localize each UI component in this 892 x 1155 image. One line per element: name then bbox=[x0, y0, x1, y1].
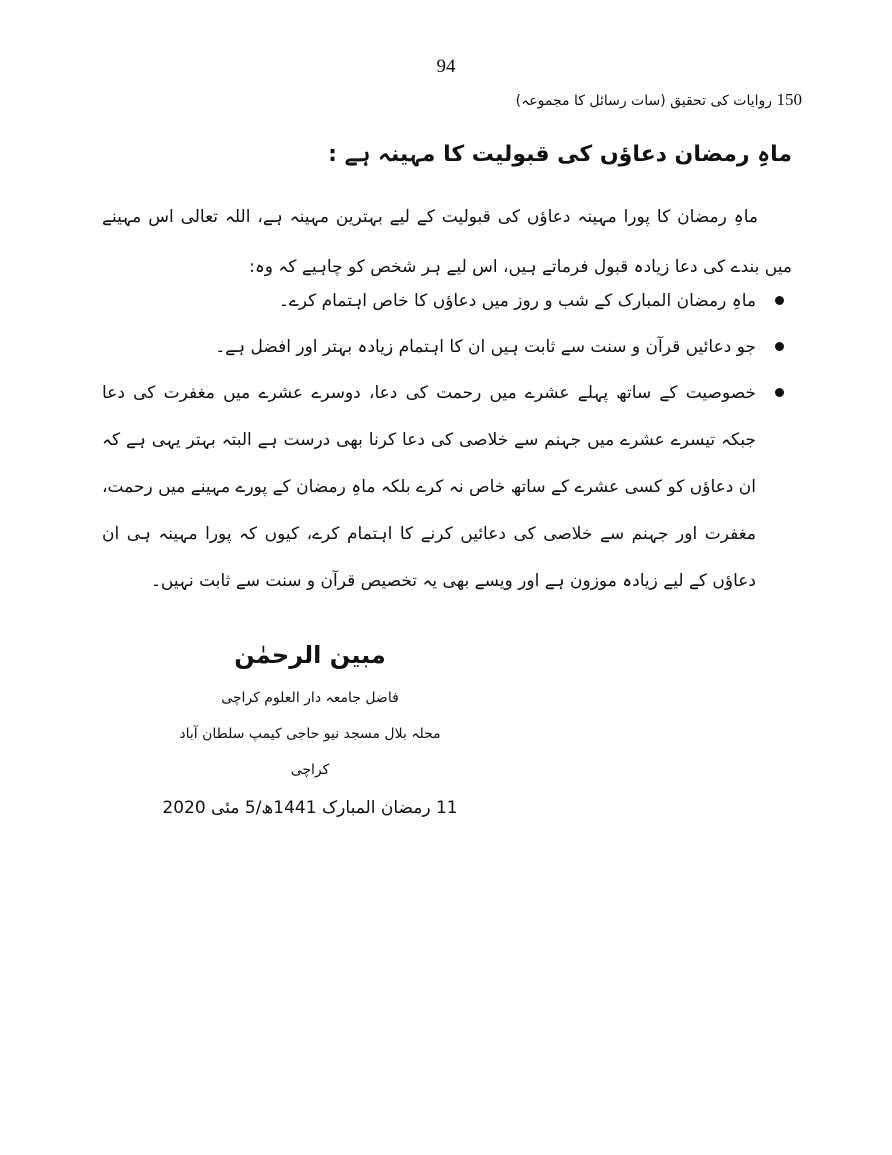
intro-paragraph bbox=[102, 192, 792, 292]
author-address: محلہ بلال مسجد نیو حاجی کیمپ سلطان آباد کراچی bbox=[179, 726, 441, 778]
list-item bbox=[102, 324, 792, 370]
signature-block bbox=[160, 630, 460, 828]
author-name: مبین الرحمٰن bbox=[234, 641, 386, 669]
bullet-list bbox=[102, 278, 792, 605]
list-item-text: ماہِ رمضان المبارک کے شب و روز میں دعاؤں کا خاص اہتمام کرے۔ bbox=[278, 291, 756, 311]
author-credential: فاضل جامعہ دار العلوم کراچی bbox=[221, 690, 399, 706]
list-item bbox=[102, 370, 792, 605]
signature-date: 11 رمضان المبارک 1441ھ/5 مئی 2020 bbox=[162, 798, 458, 818]
list-item bbox=[102, 278, 792, 324]
section-heading: ماہِ رمضان دعاؤں کی قبولیت کا مہینہ ہے : bbox=[328, 142, 792, 167]
page-number: 94 bbox=[436, 56, 456, 77]
running-head-number: 150 bbox=[776, 90, 802, 109]
bullet-icon bbox=[775, 388, 784, 397]
bullet-icon bbox=[775, 296, 784, 305]
intro-text: ماہِ رمضان کا پورا مہینہ دعاؤں کی قبولیت کے لیے بہترین مہینہ ہے، اللہ تعالی اس مہینے میں بندے کی دعا زیادہ قبول فرماتے ہیں، اس لیے ہر شخص کو چاہیے کہ وہ: bbox=[102, 207, 792, 277]
running-head-text: روایات کی تحقیق (سات رسائل کا مجموعہ) bbox=[515, 93, 773, 109]
list-item-text: جو دعائیں قرآن و سنت سے ثابت ہیں ان کا اہتمام زیادہ بہتر اور افضل ہے۔ bbox=[215, 337, 756, 357]
bullet-icon bbox=[775, 342, 784, 351]
list-item-text: خصوصیت کے ساتھ پہلے عشرے میں رحمت کی دعا، دوسرے عشرے میں مغفرت کی دعا جبکہ تیسرے عشرے میں جہنم سے خلاصی کی دعا کرنا بھی درست ہے البتہ بہتر یہی ہے کہ ان دعاؤں کو کسی عشرے کے ساتھ خاص نہ کرے بلکہ ماہِ رمضان کے پورے مہینے میں رحمت، مغفرت اور جہنم سے خلاصی کی دعائیں کرنے کا اہتمام کرے، کیوں کہ پورا مہینہ ہی ان دعاؤں کے لیے زیادہ موزون ہے اور ویسے بھی یہ تخصیص قرآن و سنت سے ثابت نہیں۔ bbox=[102, 383, 756, 591]
running-head bbox=[516, 90, 802, 110]
